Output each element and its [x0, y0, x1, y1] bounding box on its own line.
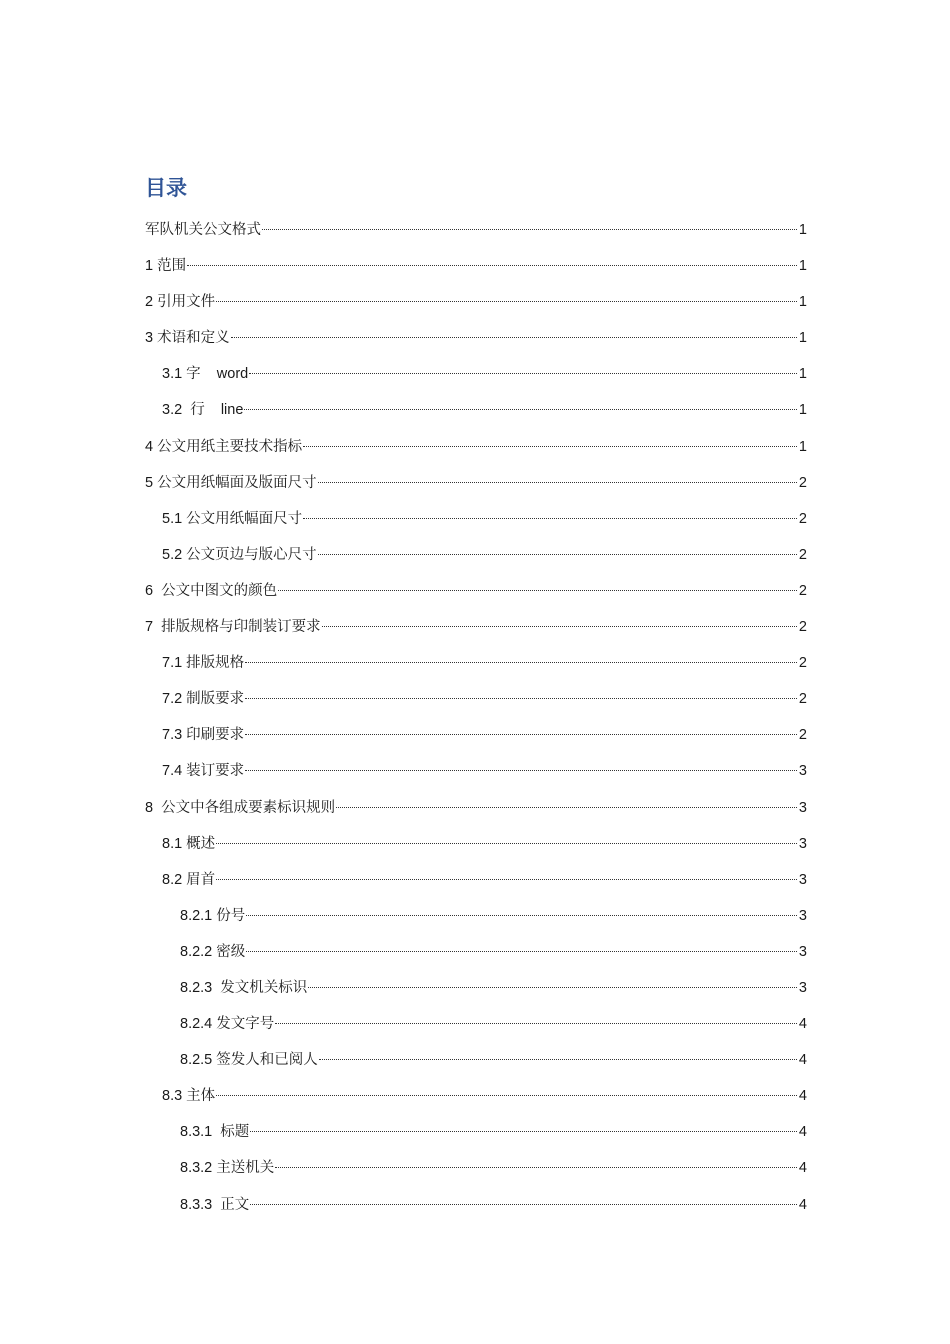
toc-dot-leader: [246, 951, 797, 952]
toc-entry-label: 军队机关公文格式: [145, 222, 261, 238]
toc-entry-label: 3.2 行 line: [162, 402, 244, 419]
toc-entry-page-number: 4: [798, 1124, 807, 1141]
toc-entry-label: 7.1 排版规格: [162, 655, 245, 672]
toc-entry-page-number: 2: [798, 510, 807, 527]
toc-entry[interactable]: [145, 790, 807, 826]
toc-dot-leader: [216, 1095, 797, 1096]
toc-dot-leader: [249, 373, 797, 374]
toc-entry[interactable]: [145, 1150, 807, 1186]
toc-entry-page-number: 3: [798, 799, 807, 816]
toc-entry-label: 4 公文用纸主要技术指标: [145, 438, 303, 455]
toc-entry-label: 8.2.3 发文机关标识: [180, 979, 308, 996]
toc-entry-page-number: 3: [798, 835, 807, 852]
toc-dot-leader: [322, 626, 797, 627]
toc-entry-label: 8.2.2 密级: [180, 943, 246, 960]
toc-entry-label: 2 引用文件: [145, 294, 216, 311]
toc-entry-page-number: 2: [798, 655, 807, 672]
toc-entry-label: 8.1 概述: [162, 835, 216, 852]
toc-entry[interactable]: [145, 573, 807, 609]
toc-entry[interactable]: [145, 717, 807, 753]
toc-entry-page-number: 2: [798, 691, 807, 708]
toc-entry-label: 8.2.1 份号: [180, 907, 246, 924]
toc-dot-leader: [319, 1059, 797, 1060]
toc-dot-leader: [278, 590, 797, 591]
toc-dot-leader: [308, 987, 797, 988]
toc-entry[interactable]: [145, 862, 807, 898]
toc-entry[interactable]: [145, 356, 807, 392]
toc-entry[interactable]: [145, 681, 807, 717]
toc-entry[interactable]: [145, 970, 807, 1006]
toc-entry-label: 5.1 公文用纸幅面尺寸: [162, 510, 303, 527]
toc-entry-label: 8.2.4 发文字号: [180, 1016, 275, 1033]
toc-entry-page-number: 3: [798, 763, 807, 780]
toc-entry-page-number: 2: [798, 727, 807, 744]
toc-entry-label: 6 公文中图文的颜色: [145, 582, 278, 599]
toc-entry-label: 8.3.3 正文: [180, 1196, 250, 1213]
toc-entry-label: 7.2 制版要求: [162, 691, 245, 708]
toc-entry-page-number: 3: [798, 943, 807, 960]
toc-dot-leader: [250, 1131, 797, 1132]
toc-dot-leader: [245, 734, 797, 735]
toc-dot-leader: [303, 446, 797, 447]
toc-entry-page-number: 1: [798, 366, 807, 383]
toc-entry-page-number: 3: [798, 907, 807, 924]
toc-entry-page-number: 4: [798, 1160, 807, 1177]
toc-entry[interactable]: [145, 1187, 807, 1223]
toc-entry-label: 5 公文用纸幅面及版面尺寸: [145, 474, 317, 491]
toc-entry-page-number: 1: [798, 402, 807, 419]
toc-dot-leader: [245, 770, 797, 771]
toc-entry[interactable]: [145, 284, 807, 320]
toc-entry[interactable]: [145, 392, 807, 428]
toc-title: 目录: [145, 176, 187, 200]
toc-entry-page-number: 2: [798, 582, 807, 599]
toc-entry[interactable]: [145, 537, 807, 573]
toc-entry-page-number: 3: [798, 979, 807, 996]
toc-entry-page-number: 3: [798, 871, 807, 888]
toc-entry[interactable]: [145, 429, 807, 465]
toc-entry[interactable]: [145, 1042, 807, 1078]
toc-dot-leader: [250, 1204, 797, 1205]
toc-entry[interactable]: [145, 645, 807, 681]
toc-entry-page-number: 1: [798, 330, 807, 347]
toc-entry[interactable]: [145, 826, 807, 862]
toc-entry-label: 1 范围: [145, 258, 187, 275]
toc-entry-page-number: 1: [798, 438, 807, 455]
toc-entry-page-number: 4: [798, 1088, 807, 1105]
toc-entry[interactable]: [145, 898, 807, 934]
toc-entry-label: 3.1 字 word: [162, 366, 249, 383]
toc-entry[interactable]: [145, 465, 807, 501]
toc-entry[interactable]: [145, 1114, 807, 1150]
toc-entry-label: 8.2 眉首: [162, 871, 216, 888]
toc-entry-label: 8.2.5 签发人和已阅人: [180, 1052, 318, 1069]
toc-entry[interactable]: [145, 753, 807, 789]
toc-entry-page-number: 2: [798, 474, 807, 491]
toc-dot-leader: [187, 265, 797, 266]
toc-entry-page-number: 2: [798, 546, 807, 563]
toc-dot-leader: [216, 843, 797, 844]
toc-entry-page-number: 2: [798, 619, 807, 636]
toc-dot-leader: [216, 301, 797, 302]
toc-dot-leader: [336, 807, 797, 808]
toc-entry[interactable]: [145, 212, 807, 248]
toc-dot-leader: [216, 879, 797, 880]
toc-entry-label: 7.4 装订要求: [162, 763, 245, 780]
toc-dot-leader: [245, 662, 797, 663]
toc-entry-page-number: 1: [798, 258, 807, 275]
toc-dot-leader: [318, 554, 797, 555]
toc-entry[interactable]: [145, 248, 807, 284]
toc-dot-leader: [303, 518, 797, 519]
toc-entry-label: 7.3 印刷要求: [162, 727, 245, 744]
toc-dot-leader: [244, 409, 797, 410]
toc-dot-leader: [246, 915, 797, 916]
toc-entry-page-number: 1: [798, 222, 807, 238]
toc-entry-label: 7 排版规格与印制装订要求: [145, 619, 321, 636]
toc-entry-label: 8.3.1 标题: [180, 1124, 250, 1141]
toc-entry-label: 8.3 主体: [162, 1088, 216, 1105]
toc-list: [145, 212, 807, 1223]
toc-entry-page-number: 1: [798, 294, 807, 311]
toc-dot-leader: [318, 482, 797, 483]
toc-entry-page-number: 4: [798, 1052, 807, 1069]
toc-entry-label: 8.3.2 主送机关: [180, 1160, 275, 1177]
toc-entry-label: 3 术语和定义: [145, 330, 230, 347]
toc-entry[interactable]: [145, 1006, 807, 1042]
toc-entry-label: 8 公文中各组成要素标识规则: [145, 799, 336, 816]
toc-entry[interactable]: [145, 1078, 807, 1114]
toc-dot-leader: [262, 229, 797, 230]
toc-entry[interactable]: [145, 934, 807, 970]
toc-entry-label: 5.2 公文页边与版心尺寸: [162, 546, 317, 563]
toc-entry-page-number: 4: [798, 1016, 807, 1033]
toc-dot-leader: [275, 1167, 797, 1168]
toc-dot-leader: [275, 1023, 797, 1024]
toc-entry[interactable]: [145, 320, 807, 356]
toc-entry-page-number: 4: [798, 1196, 807, 1213]
toc-entry[interactable]: [145, 501, 807, 537]
toc-entry[interactable]: [145, 609, 807, 645]
toc-dot-leader: [245, 698, 797, 699]
toc-dot-leader: [231, 337, 797, 338]
